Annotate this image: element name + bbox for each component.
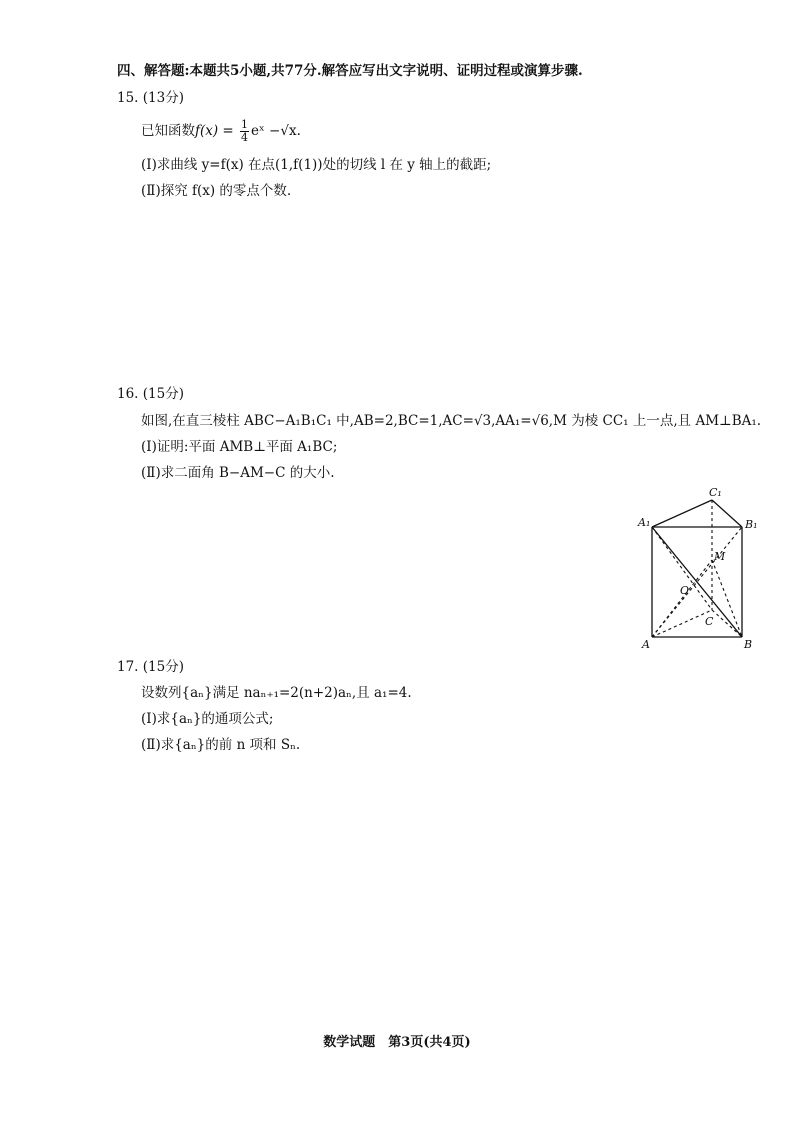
q16-stem: 如图,在直三棱柱 ABC−A₁B₁C₁ 中,AB=2,BC=1,AC=√3,AA₁=√6,M 为棱 CC₁ 上一点,且 AM⊥BA₁. xyxy=(141,413,762,429)
section-title: 四、解答题:本题共5小题,共77分.解答应写出文字说明、证明过程或演算步骤. xyxy=(117,63,583,79)
label-m: M xyxy=(714,550,726,563)
edge-c1-b1 xyxy=(712,500,742,527)
segment-m-b xyxy=(712,560,742,637)
q15-number: 15. (13分) xyxy=(117,90,184,106)
q15-stem xyxy=(141,118,301,144)
q15-fraction xyxy=(240,119,249,144)
edge-a-c xyxy=(652,610,712,637)
label-c: C xyxy=(705,615,714,628)
q15-part1: (Ⅰ)求曲线 y=f(x) 在点(1,f(1))处的切线 l 在 y 轴上的截距; xyxy=(141,157,492,173)
q15-stem-fx: f(x) = xyxy=(195,123,239,139)
label-a: A xyxy=(642,638,650,651)
q16-part2: (Ⅱ)求二面角 B−AM−C 的大小. xyxy=(141,465,335,481)
q15-stem-pre: 已知函数 xyxy=(141,123,195,139)
q16-number: 16. (15分) xyxy=(117,386,184,402)
prism-figure xyxy=(630,482,770,657)
label-a1: A₁ xyxy=(638,516,651,529)
q17-stem: 设数列{aₙ}满足 naₙ₊₁=2(n+2)aₙ,且 a₁=4. xyxy=(141,685,412,701)
segment-a1-c xyxy=(652,527,712,610)
edge-a1-c1 xyxy=(652,500,712,527)
edge-c-b xyxy=(712,610,742,637)
q15-frac-num: 1 xyxy=(241,118,249,131)
q16-part1: (Ⅰ)证明:平面 AMB⊥平面 A₁BC; xyxy=(141,439,338,455)
q17-part2: (Ⅱ)求{aₙ}的前 n 项和 Sₙ. xyxy=(141,737,301,753)
q15-part2: (Ⅱ)探究 f(x) 的零点个数. xyxy=(141,183,292,199)
q17-part1: (Ⅰ)求{aₙ}的通项公式; xyxy=(141,711,274,727)
q15-stem-post: eˣ −√x. xyxy=(251,123,301,139)
page-footer: 数学试题 第3页(共4页) xyxy=(323,1035,471,1050)
label-c1: C₁ xyxy=(709,486,722,499)
label-b1: B₁ xyxy=(745,518,758,531)
q15-frac-den: 4 xyxy=(241,131,249,144)
label-b: B xyxy=(744,638,753,651)
label-o: O xyxy=(680,584,690,597)
q17-number: 17. (15分) xyxy=(117,659,184,675)
